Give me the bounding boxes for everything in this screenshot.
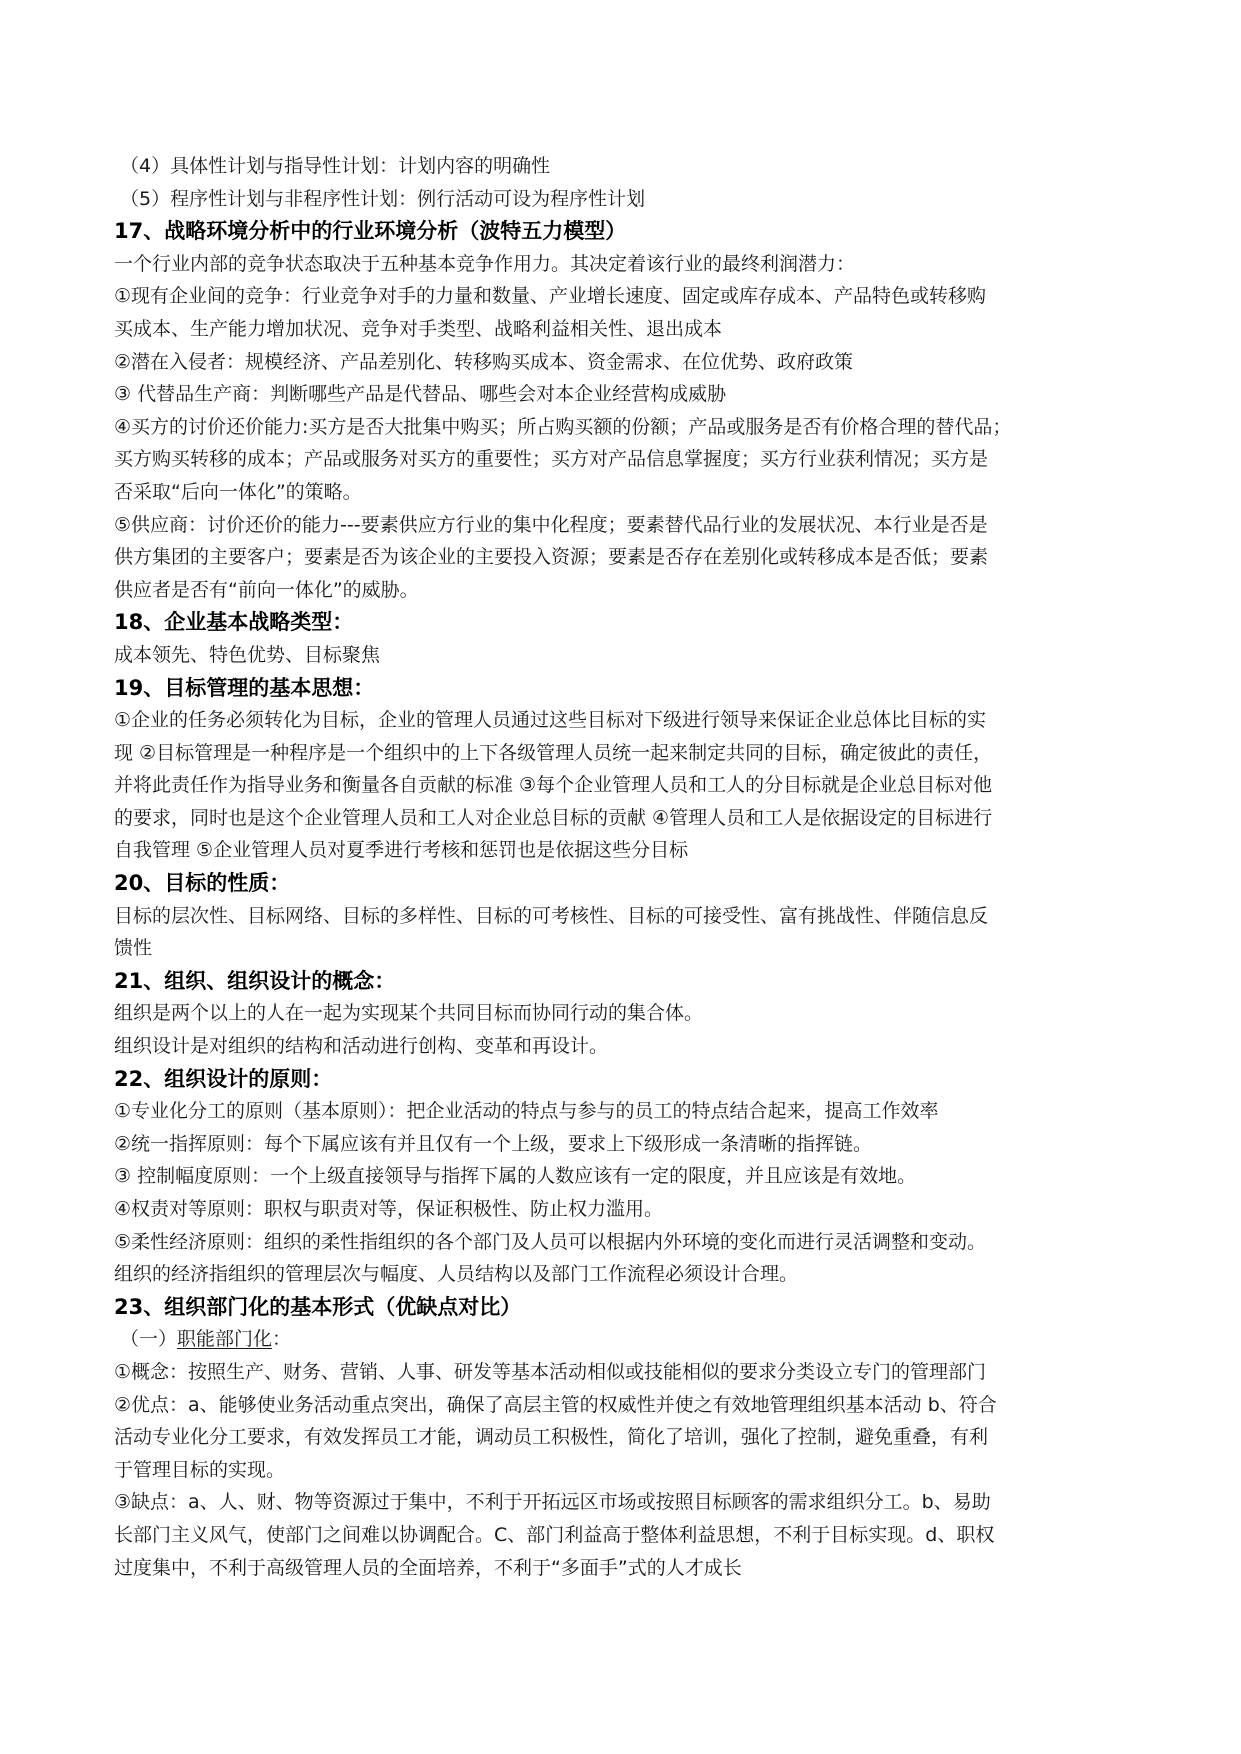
section-heading: 20、目标的性质：	[114, 871, 291, 896]
subsection-prefix: （一）	[120, 1328, 178, 1351]
body-text-line: 一个行业内部的竞争状态取决于五种基本竞争作用力。其决定着该行业的最终利润潜力：	[114, 252, 856, 275]
body-text-line: ③缺点：a、人、财、物等资源过于集中，不利于开拓远区市场或按照目标顾客的需求组织分工。b、易助	[114, 1491, 991, 1514]
body-text-line: 成本领先、特色优势、目标聚焦	[114, 643, 381, 666]
body-text-line: 目标的层次性、目标网络、目标的多样性、目标的可考核性、目标的可接受性、富有挑战性、伴随信息反	[114, 904, 989, 927]
section-heading: 17、战略环境分析中的行业环境分析（波特五力模型）	[114, 219, 627, 244]
body-text-line: 活动专业化分工要求，有效发挥员工才能，调动员工积极性，简化了培训，强化了控制，避免重叠，有利	[114, 1426, 989, 1449]
body-text-line: ①现有企业间的竞争：行业竞争对手的力量和数量、产业增长速度、固定或库存成本、产品特色或转移购	[114, 285, 987, 308]
section-heading: 23、组织部门化的基本形式（优缺点对比）	[114, 1294, 522, 1319]
body-text-line: ⑤供应商：讨价还价的能力---要素供应方行业的集中化程度；要素替代品行业的发展状况、本行业是否是	[114, 513, 988, 536]
body-text-line: ②统一指挥原则：每个下属应该有并且仅有一个上级，要求上下级形成一条清晰的指挥链。	[114, 1132, 873, 1155]
body-text-line: ①企业的任务必须转化为目标，企业的管理人员通过这些目标对下级进行领导来保证企业总体比目标的实	[114, 709, 987, 732]
body-text-line: 供方集团的主要客户；要素是否为该企业的主要投入资源；要素是否存在差别化或转移成本是否低；要素	[114, 546, 989, 569]
body-text-line: 组织是两个以上的人在一起为实现某个共同目标而协同行动的集合体。	[114, 1002, 704, 1025]
body-text-line: 否采取“后向一体化”的策略。	[114, 480, 362, 503]
section-heading: 21、组织、组织设计的概念：	[114, 968, 396, 993]
body-text-line: ①概念：按照生产、财务、营销、人事、研发等基本活动相似或技能相似的要求分类设立专门的管理部门	[114, 1360, 987, 1383]
body-text-line: ③ 控制幅度原则：一个上级直接领导与指挥下属的人数应该有一定的限度，并且应该是有效地。	[114, 1165, 917, 1188]
body-text-line: （5）程序性计划与非程序性计划：例行活动可设为程序性计划	[120, 187, 646, 210]
subsection-suffix: ：	[272, 1328, 292, 1351]
body-text-line: 并将此责任作为指导业务和衡量各自贡献的标准 ③每个企业管理人员和工人的分目标就是企业总目标对他	[114, 774, 993, 797]
body-text-line: ⑤柔性经济原则：组织的柔性指组织的各个部门及人员可以根据内外环境的变化而进行灵活调整和变动。	[114, 1230, 987, 1253]
body-text-line: 于管理目标的实现。	[114, 1458, 286, 1481]
body-text-line: ②优点：a、能够使业务活动重点突出，确保了高层主管的权威性并使之有效地管理组织基本活动 b、符合	[114, 1393, 997, 1416]
body-text-line: 组织的经济指组织的管理层次与幅度、人员结构以及部门工作流程必须设计合理。	[114, 1263, 799, 1286]
body-text-line: （4）具体性计划与指导性计划：计划内容的明确性	[120, 155, 551, 177]
section-heading: 19、目标管理的基本思想：	[114, 675, 375, 700]
section-heading: 18、企业基本战略类型：	[114, 610, 354, 635]
subsection-title: 职能部门化	[177, 1328, 273, 1351]
body-text-line: ②潜在入侵者：规模经济、产品差别化、转移购买成本、资金需求、在位优势、政府政策	[114, 350, 854, 373]
body-text-line: 馈性	[114, 937, 153, 960]
section-heading: 22、组织设计的原则：	[114, 1066, 333, 1091]
body-text-line: 的要求，同时也是这个企业管理人员和工人对企业总目标的贡献 ④管理人员和工人是依据设定的目标进行	[114, 806, 993, 829]
body-text-line: 自我管理 ⑤企业管理人员对夏季进行考核和惩罚也是依据这些分目标	[114, 839, 689, 862]
body-text-line: 组织设计是对组织的结构和活动进行创构、变革和再设计。	[114, 1035, 609, 1058]
body-text-line: ③ 代替品生产商：判断哪些产品是代替品、哪些会对本企业经营构成威胁	[114, 383, 727, 406]
body-text-line: 买成本、生产能力增加状况、竞争对手类型、战略利益相关性、退出成本	[114, 317, 723, 340]
body-text-line: ④权责对等原则：职权与职责对等，保证积极性、防止权力滥用。	[114, 1198, 664, 1220]
body-text-line: 过度集中，不利于高级管理人员的全面培养，不利于“多面手”式的人才成长	[114, 1556, 742, 1579]
body-text-line: 长部门主义风气，使部门之间难以协调配合。C、部门利益高于整体利益思想，不利于目标实现。d、职权	[114, 1523, 995, 1546]
body-text-line: 现 ②目标管理是一种程序是一个组织中的上下各级管理人员统一起来制定共同的目标，确定彼此的责任，	[114, 741, 993, 764]
body-text-line: ①专业化分工的原则（基本原则）：把企业活动的特点与参与的员工的特点结合起来，提高工作效率	[114, 1100, 939, 1123]
subsection-label	[114, 1323, 1130, 1356]
document-page	[114, 150, 1130, 1584]
body-text-line: 供应者是否有“前向一体化”的威胁。	[114, 578, 419, 601]
body-text-line: 买方购买转移的成本；产品或服务对买方的重要性；买方对产品信息掌握度；买方行业获利情况；买方是	[114, 448, 989, 471]
body-text-line: ④买方的讨价还价能力:买方是否大批集中购买；所占购买额的份额；产品或服务是否有价格合理的替代品；	[114, 415, 1012, 438]
